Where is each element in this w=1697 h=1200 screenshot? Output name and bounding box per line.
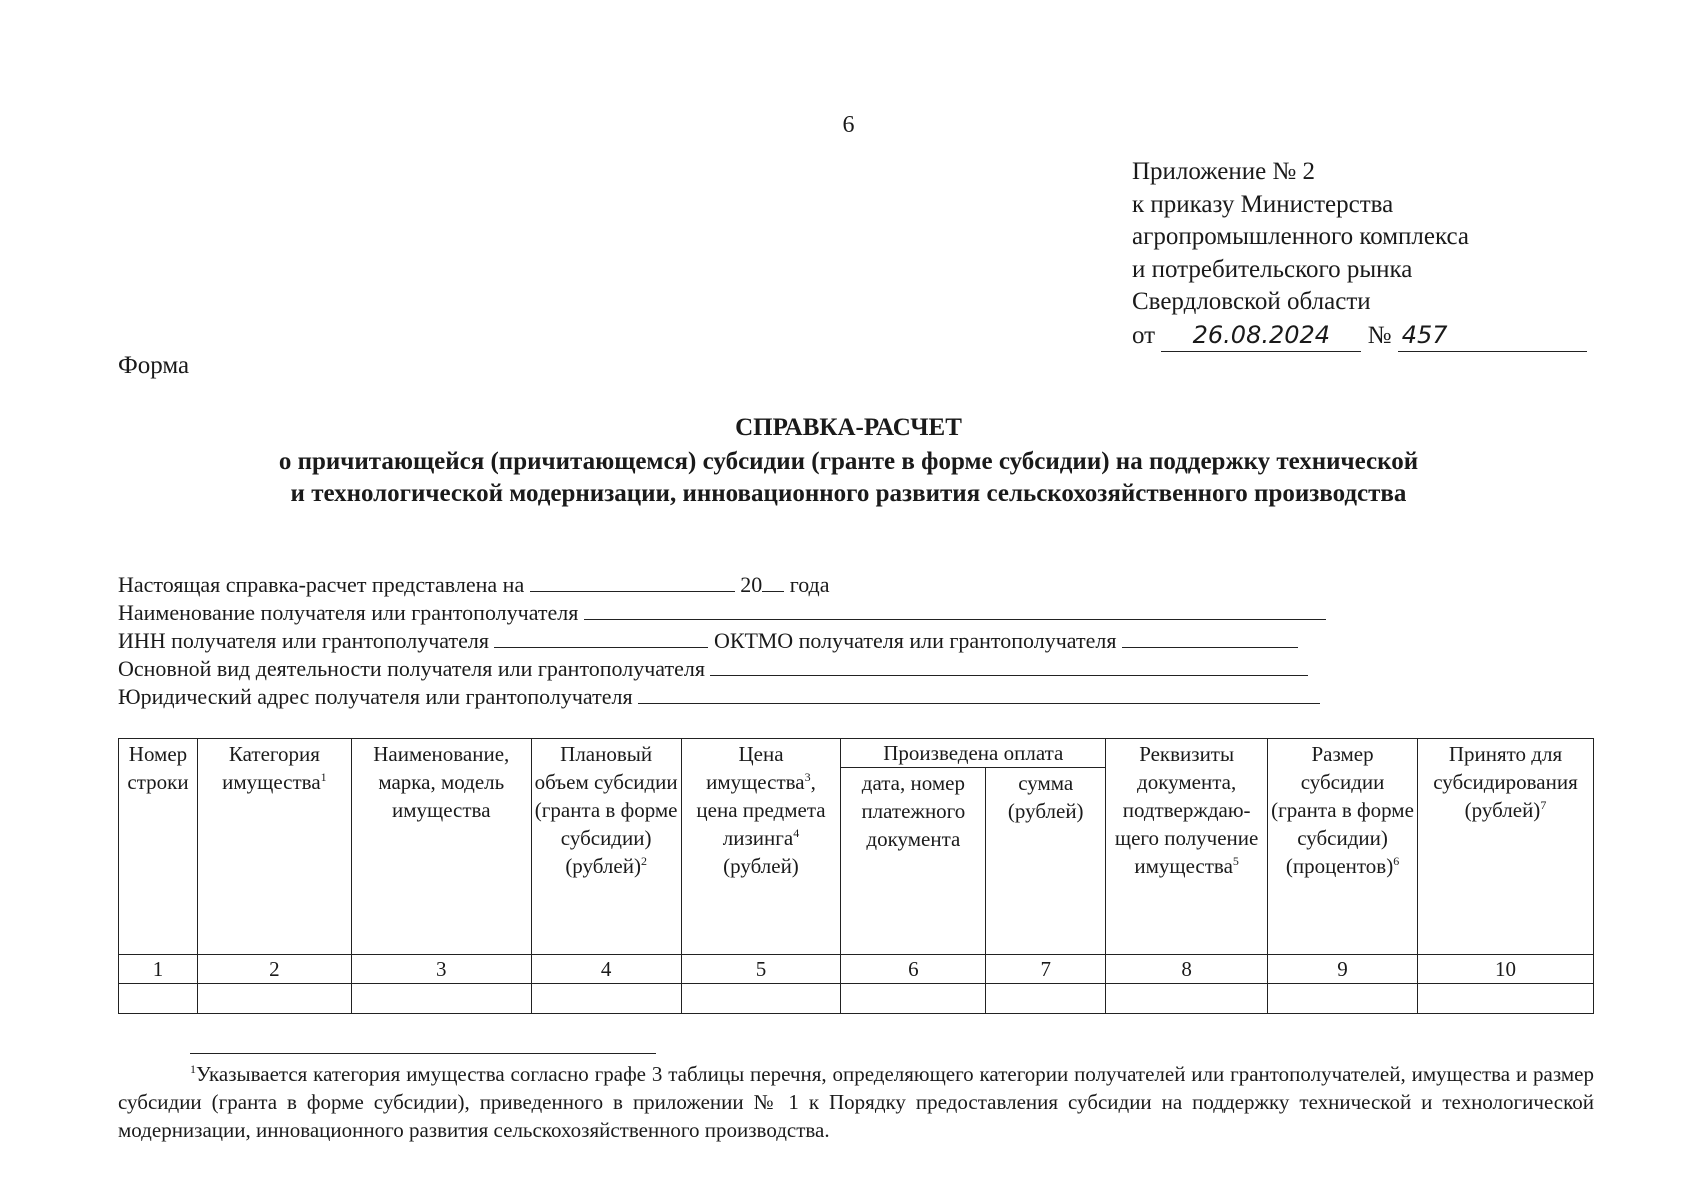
footnote (118, 1060, 1594, 1144)
header-row-number: Номер строки (119, 739, 198, 955)
table-header-row (119, 739, 1594, 768)
table-column-numbers-row (119, 955, 1594, 984)
handwritten-date: 26.08.2024 (1161, 319, 1361, 353)
empty-cell (681, 984, 841, 1014)
appendix-header (1132, 156, 1587, 352)
field-inn-oktmo (118, 627, 1326, 655)
header-payment-made: Произведена оплата (841, 739, 1106, 768)
field-address (118, 683, 1326, 711)
appendix-line: к приказу Министерства (1132, 190, 1394, 218)
footnote-separator (190, 1053, 656, 1054)
date-blank (530, 573, 735, 592)
field-label: ИНН получателя или грантополучателя (118, 628, 489, 653)
empty-cell (197, 984, 351, 1014)
empty-cell (1268, 984, 1418, 1014)
year-blank (762, 573, 784, 592)
header-payment-sum: сумма (рублей) (986, 768, 1106, 955)
empty-cell (986, 984, 1106, 1014)
handwritten-number: 457 (1398, 319, 1587, 353)
footnote-text-block (118, 1060, 1594, 1144)
calculation-table (118, 738, 1594, 1014)
footnote-marker: 1 (190, 1062, 196, 1076)
document-subtitle-line: о причитающейся (причитающемся) субсидии (гранте в форме субсидии) на поддержку технической (278, 448, 1419, 475)
empty-cell (531, 984, 681, 1014)
field-blank (1122, 629, 1298, 648)
form-fields (118, 571, 1326, 711)
field-label: Наименование получателя или грантополучателя (118, 600, 579, 625)
field-blank (710, 657, 1308, 676)
field-date (118, 571, 1326, 599)
column-number: 5 (681, 955, 841, 984)
year-prefix: 20 (740, 572, 763, 597)
field-label: Настоящая справка-расчет представлена на (118, 572, 525, 597)
header-planned-subsidy: Плановый объем субсидии (гранта в форме субсидии) (рублей)$^2$ (531, 739, 681, 955)
appendix-line: агропромышленного комплекса (1132, 223, 1470, 250)
field-blank (638, 685, 1320, 704)
number-label: № (1367, 321, 1392, 349)
form-label: Форма (118, 352, 190, 379)
empty-cell (351, 984, 531, 1014)
field-activity (118, 655, 1326, 683)
document-title: СПРАВКА-РАСЧЕТ (735, 414, 962, 441)
column-number: 4 (531, 955, 681, 984)
empty-cell (119, 984, 198, 1014)
header-category: Категория имущества$^1$ (197, 739, 351, 955)
field-recipient-name (118, 599, 1326, 627)
page-number: 6 (842, 112, 855, 138)
column-number: 8 (1106, 955, 1268, 984)
empty-cell (841, 984, 986, 1014)
appendix-date-line (1132, 319, 1587, 353)
field-label: года (789, 572, 830, 597)
header-price: Цена имущества$^3$, цена предмета лизинга$^4$ (рублей) (681, 739, 841, 955)
column-number: 2 (197, 955, 351, 984)
field-label: Основной вид деятельности получателя или грантополучателя (118, 656, 705, 681)
footnote-text: Указывается категория имущества согласно графе 3 таблицы перечня, определяющего категории получателей или грантополучателей, имущества и размер субсидии (гранта в форме субсидии), приведенного в приложении № 1 к Порядку предоставления субсидии на поддержку технической и технологической модернизации, инновационного развития сельскохозяйственного производства. (118, 1062, 1594, 1142)
header-name-model: Наименование, марка, модель имущества (351, 739, 531, 955)
appendix-line: Приложение № 2 (1132, 158, 1316, 185)
header-payment-doc: дата, номер платежного документа (841, 768, 986, 955)
field-label: ОКТМО получателя или грантополучателя (713, 628, 1117, 653)
column-number: 10 (1418, 955, 1594, 984)
field-blank (584, 601, 1326, 620)
appendix-line: и потребительского рынка (1132, 255, 1413, 283)
column-number: 1 (119, 955, 198, 984)
column-number: 7 (986, 955, 1106, 984)
field-label: Юридический адрес получателя или грантополучателя (118, 684, 633, 709)
header-subsidy-percent: Размер субсидии (гранта в форме субсидии) (процентов)$^6$ (1268, 739, 1418, 955)
from-label: от (1132, 321, 1156, 349)
column-number: 9 (1268, 955, 1418, 984)
field-blank (494, 629, 708, 648)
column-number: 6 (841, 955, 986, 984)
appendix-line: Свердловской области (1132, 288, 1371, 315)
column-number: 3 (351, 955, 531, 984)
document-subtitle-line: и технологической модернизации, инновационного развития сельскохозяйственного производства (290, 480, 1407, 507)
header-accepted: Принято для субсидирования (рублей)$^7$ (1418, 739, 1594, 955)
empty-cell (1106, 984, 1268, 1014)
header-document-details: Реквизиты документа, подтверждаю-щего получение имущества$^5$ (1106, 739, 1268, 955)
table-empty-row (119, 984, 1594, 1014)
empty-cell (1418, 984, 1594, 1014)
